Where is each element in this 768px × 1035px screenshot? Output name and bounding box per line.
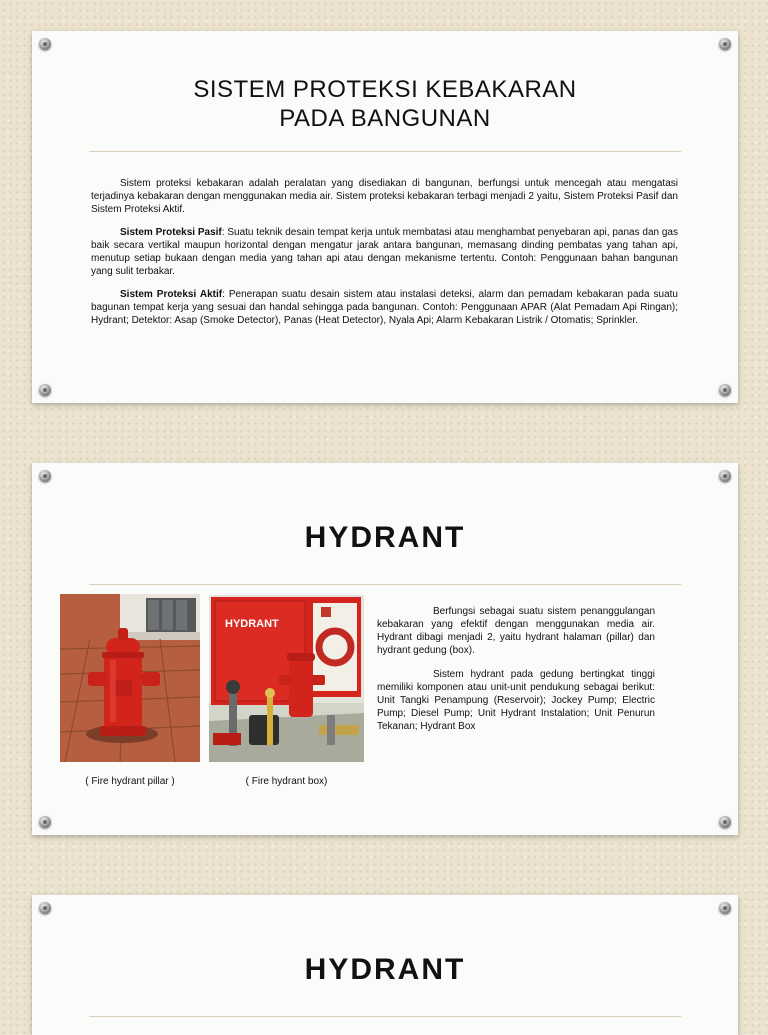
pasif-text: : Suatu teknik desain tempat kerja untuk membatasi atau menghambat penyebaran api, panas dan gas baik secara vertikal maupun horizontal dengan mengatur jarak antara bangunan, memasang dinding pembatas yang tahan api, menutup setiap bukaan dengan media yang tahan api atau dengan mekanisme tertentu. Contoh: Penggunaan bahan bangunan yang sulit terbakar.	[91, 227, 678, 277]
pushpin-icon	[39, 470, 51, 482]
slide-hydrant	[32, 463, 738, 835]
pushpin-icon	[719, 470, 731, 482]
pushpin-icon	[39, 38, 51, 50]
pasif-paragraph	[91, 226, 678, 278]
hydrant-description	[377, 605, 655, 744]
slide-title	[32, 75, 738, 133]
intro-paragraph: Sistem proteksi kebakaran adalah peralatan yang disediakan di bangunan, berfungsi untuk mencegah atau mengatasi terjadinya kebakaran dengan menggunakan media air. Sistem proteksi kebakaran terbagi menjadi 2 yaitu, Sistem Proteksi Pasif dan Sistem Proteksi Aktif.	[91, 178, 678, 215]
pushpin-icon	[719, 902, 731, 914]
fire-hydrant-pillar-photo	[60, 594, 200, 762]
pushpin-icon	[39, 902, 51, 914]
slide-title-line-1: SISTEM PROTEKSI KEBAKARAN	[193, 76, 577, 103]
caption-fire-hydrant-pillar: ( Fire hydrant pillar )	[85, 776, 175, 787]
slide-title: HYDRANT	[304, 521, 466, 554]
pushpin-icon	[719, 384, 731, 396]
title-divider	[89, 1016, 681, 1017]
fire-hydrant-box-photo	[209, 595, 364, 762]
pushpin-icon	[39, 816, 51, 828]
pushpin-icon	[39, 384, 51, 396]
title-divider	[89, 584, 681, 585]
pushpin-icon	[719, 816, 731, 828]
pushpin-icon	[719, 38, 731, 50]
aktif-term: Sistem Proteksi Aktif	[120, 289, 223, 300]
title-divider	[89, 151, 681, 152]
slide-body	[91, 177, 678, 337]
hydrant-box-label: HYDRANT	[225, 618, 279, 630]
caption-fire-hydrant-box: ( Fire hydrant box)	[245, 776, 328, 787]
aktif-text: : Penerapan suatu desain sistem atau instalasi deteksi, alarm dan pemadam kebakaran pada suatu bagunan tempat kerja yang sesuai dan handal sehingga pada bangunan. Contoh: Penggunaan APAR (Alat Pemadam Api Ringan); Hydrant; Detektor: Asap (Smoke Detector), Panas (Heat Detector), Nyala Api; Alarm Kebakaran Listrik / Otomatis; Sprinkler.	[91, 289, 678, 326]
slide-proteksi-kebakaran	[32, 31, 738, 403]
slide-title-line-2: PADA BANGUNAN	[279, 105, 491, 132]
hydrant-function-paragraph: Berfungsi sebagai suatu sistem penanggulangan kebakaran yang efektif dengan menggunakan media air. Hydrant dibagi menjadi 2, yaitu hydrant halaman (pillar) dan hydrant gedung (box).	[377, 606, 655, 656]
slide-hydrant-2	[32, 895, 738, 1035]
pasif-term: Sistem Proteksi Pasif	[120, 227, 222, 238]
aktif-paragraph	[91, 288, 678, 327]
hydrant-components-paragraph: Sistem hydrant pada gedung bertingkat tinggi memiliki komponen atau unit-unit pendukung sebagai berikut: Unit Tangki Penampung (Reservoir); Jockey Pump; Electric Pump; Diesel Pump; Unit Hydrant Instalation; Unit Penurun Tekanan; Hydrant Box	[377, 669, 655, 732]
slide-title: HYDRANT	[304, 953, 466, 986]
